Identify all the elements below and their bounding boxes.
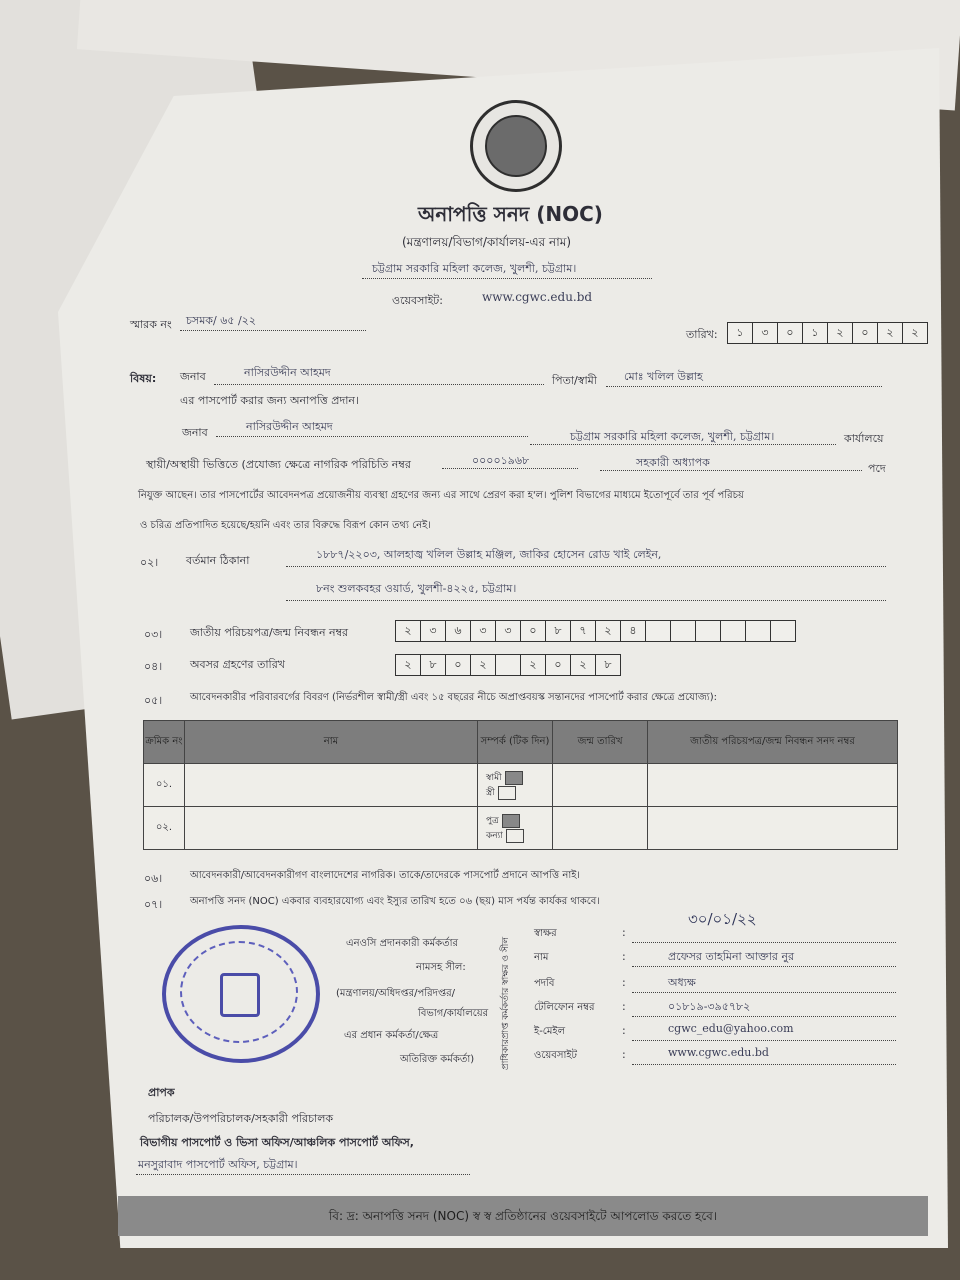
subject-name: নাসিরউদ্দীন আহমদ (244, 366, 331, 379)
sig-field-colon: : (622, 1024, 626, 1037)
website-label: ওয়েবসাইট: (392, 294, 443, 307)
col-nid: জাতীয় পরিচয়পত্র/জন্ম নিবন্ধন সনদ নম্বর (648, 721, 898, 764)
sig-field-value: প্রফেসর তাহমিনা আক্তার নুর (668, 950, 795, 963)
retire-digit-box: ২ (520, 654, 546, 676)
memo-label: স্মারক নং (130, 318, 172, 331)
relation-option: পুত্র (486, 816, 499, 826)
date-digit-box: ১ (727, 322, 753, 344)
row-nid (648, 807, 898, 850)
subject-honorific: জনাব (180, 370, 206, 383)
memo-value: চসমক/ ৬৫ /২২ (186, 314, 257, 327)
item07-text: অনাপত্তি সনদ (NOC) একবার ব্যবহারযোগ্য এবং ইস্যুর তারিখ হতে ০৬ (ছয়) মাস পর্যন্ত কার্যকর থাকবে। (190, 896, 600, 907)
body-line3: নিযুক্ত আছেন। তার পাসপোর্টের আবেদনপত্র প্রয়োজনীয় ব্যবস্থা গ্রহণের জন্য এর সাথে প্রেরণ করা হ'ল। পুলিশ বিভাগের মাধ্যমে ইতোপূর্বে তার পূর্ব পরিচয় (138, 490, 744, 501)
nid-digit-box: ২ (595, 620, 621, 642)
item06-no: ০৬। (144, 872, 163, 885)
row-dob (553, 764, 648, 807)
nid-boxes (396, 620, 796, 642)
retire-digit-box: ২ (395, 654, 421, 676)
relation-option: স্ত্রী (486, 788, 495, 798)
date-digit-box: ২ (902, 322, 928, 344)
sig-field-colon: : (622, 950, 626, 963)
sig-field-line (632, 966, 896, 967)
date-digit-box: ০ (852, 322, 878, 344)
subject-purpose: এর পাসপোর্ট করার জন্য অনাপত্তি প্রদান। (180, 394, 359, 407)
govt-emblem-icon (470, 100, 562, 192)
nid-digit-box: ০ (520, 620, 546, 642)
retire-digit-box: ০ (545, 654, 571, 676)
date-boxes (728, 322, 928, 344)
father-line (606, 386, 882, 387)
date-digit-box: ২ (827, 322, 853, 344)
retire-digit-box: ০ (445, 654, 471, 676)
relation-option: স্বামী (486, 773, 502, 783)
relation-checkbox[interactable] (502, 814, 520, 828)
nid-digit-box: ৩ (420, 620, 446, 642)
sig-field-line (632, 942, 896, 943)
sig-left-label: অতিরিক্ত কর্মকর্তা) (400, 1054, 475, 1065)
body-honorific: জনাব (182, 426, 208, 439)
sig-field-colon: : (622, 1000, 626, 1013)
col-dob: জন্ম তারিখ (553, 721, 648, 764)
retire-label: অবসর গ্রহণের তারিখ (190, 658, 285, 671)
date-digit-box: ১ (802, 322, 828, 344)
item03-no: ০৩। (144, 628, 163, 641)
body-office-suffix: কার্যালয়ে (844, 432, 884, 445)
col-serial: ক্রমিক নং (144, 721, 185, 764)
body-id-no: ০০০০১৯৬৮ (472, 454, 530, 467)
nid-digit-box (720, 620, 746, 642)
item05-no: ০৫। (144, 694, 163, 707)
row-relation (478, 764, 553, 807)
sig-field-colon: : (622, 976, 626, 989)
relation-checkbox[interactable] (506, 829, 524, 843)
row-name (185, 807, 478, 850)
sig-field-line (632, 1064, 896, 1065)
nid-digit-box: ৪ (620, 620, 646, 642)
sig-field-value: www.cgwc.edu.bd (668, 1046, 769, 1059)
family-label: আবেদনকারীর পরিবারবর্গের বিবরণ (নির্ভরশীল স্বামী/স্ত্রী এবং ১৫ বছরের নীচে অপ্রাপ্তবয়স্ক সন্তানদের পাসপোর্ট করার ক্ষেত্রে প্রযোজ্য): (190, 692, 717, 703)
father-name: মোঃ খলিল উল্লাহ (624, 370, 703, 383)
row-serial: ০২. (144, 807, 185, 850)
sig-field-line (632, 1040, 896, 1041)
doc-subtitle: (মন্ত্রণালয়/বিভাগ/কার্যালয়-এর নাম) (402, 235, 572, 249)
date-label: তারিখ: (686, 328, 718, 341)
retire-digit-box: ৮ (420, 654, 446, 676)
subject-label: বিষয়: (130, 372, 157, 385)
sig-field-label: টেলিফোন নম্বর (534, 1002, 595, 1013)
recipient-line2: বিভাগীয় পাসপোর্ট ও ভিসা অফিস/আঞ্চলিক পাসপোর্ট অফিস, (140, 1136, 414, 1149)
date-digit-box: ০ (777, 322, 803, 344)
sig-field-label: নাম (534, 952, 549, 963)
row-serial: ০১. (144, 764, 185, 807)
relation-option: কন্যা (486, 831, 503, 841)
sig-field-colon: : (622, 1048, 626, 1061)
body-designation: সহকারী অধ্যাপক (636, 456, 710, 469)
address-line1-rule (286, 566, 886, 567)
website-value: www.cgwc.edu.bd (482, 290, 593, 304)
nid-digit-box (745, 620, 771, 642)
item04-no: ০৪। (144, 660, 163, 673)
office-line (362, 278, 652, 279)
nid-digit-box: ৮ (545, 620, 571, 642)
col-relation: সম্পর্ক (টিক দিন) (478, 721, 553, 764)
sig-field-value: অধ্যক্ষ (668, 976, 696, 989)
recipient-label: প্রাপক (148, 1086, 175, 1099)
nid-digit-box: ৩ (495, 620, 521, 642)
recipient-line3: মনসুরাবাদ পাসপোর্ট অফিস, চট্টগ্রাম। (138, 1158, 298, 1171)
retire-digit-box: ২ (470, 654, 496, 676)
nid-digit-box (670, 620, 696, 642)
nid-label: জাতীয় পরিচয়পত্র/জন্ম নিবন্ধন নম্বর (190, 626, 349, 639)
sig-field-line (632, 1016, 896, 1017)
address-line1: ১৮৮৭/২২০৩, আলহাজ্ব খলিল উল্লাহ মঞ্জিল, জাকির হোসেন রোড খাই লেইন, (316, 548, 662, 561)
body-office-line (530, 444, 836, 445)
sig-field-line (632, 992, 896, 993)
address-line2: ৮নং শুলকবহর ওয়ার্ড, খুলশী-৪২২৫, চট্টগ্রাম। (316, 582, 517, 595)
sig-field-label: ওয়েবসাইট (534, 1050, 577, 1061)
subject-name-line (214, 384, 544, 385)
sig-left-label: এনওসি প্রদানকারী কর্মকর্তার (346, 938, 459, 949)
father-label: পিতা/স্বামী (552, 374, 597, 387)
address-line2-rule (286, 600, 886, 601)
sig-left-label: এর প্রধান কর্মকর্তা/ক্ষেত্র (344, 1030, 439, 1041)
nid-digit-box (695, 620, 721, 642)
body-designation-suffix: পদে (868, 462, 886, 475)
sig-field-label: পদবি (534, 978, 555, 989)
address-label: বর্তমান ঠিকানা (186, 554, 250, 567)
relation-checkbox[interactable] (498, 786, 516, 800)
body-id-line (442, 468, 578, 469)
office-name: চট্টগ্রাম সরকারি মহিলা কলেজ, খুলশী, চট্টগ্রাম। (372, 262, 577, 275)
date-digit-box: ৩ (752, 322, 778, 344)
retire-digit-box: ৮ (595, 654, 621, 676)
nid-digit-box: ২ (395, 620, 421, 642)
college-seal-icon (162, 925, 320, 1063)
family-table (143, 720, 898, 850)
col-name: নাম (185, 721, 478, 764)
body-name: নাসিরউদ্দীন আহমদ (246, 420, 333, 433)
sig-vertical-label: প্রাধিকারপ্রাপ্ত কর্মকর্তার স্বাক্ষর ও সীল (501, 936, 511, 1070)
nid-digit-box: ৩ (470, 620, 496, 642)
sig-field-value: ০১৮১৯-৩৯৫৭৮২ (668, 1000, 751, 1013)
body-designation-line (600, 470, 862, 471)
body-name-line (216, 436, 528, 437)
body-basis: স্থায়ী/অস্থায়ী ভিত্তিতে (প্রযোজ্য ক্ষেত্রে নাগরিক পরিচিতি নম্বর (146, 458, 411, 471)
sig-field-label: স্বাক্ষর (534, 928, 557, 939)
item06-text: আবেদনকারী/আবেদনকারীগণ বাংলাদেশের নাগরিক। তাকে/তাদেরকে পাসপোর্ট প্রদানে আপত্তি নাই। (190, 870, 581, 881)
nid-digit-box: ৬ (445, 620, 471, 642)
row-dob (553, 807, 648, 850)
relation-checkbox[interactable] (505, 771, 523, 785)
nid-digit-box (770, 620, 796, 642)
sig-left-label: নামসহ সীল: (416, 962, 466, 973)
row-name (185, 764, 478, 807)
memo-line (180, 330, 366, 331)
body-office: চট্টগ্রাম সরকারি মহিলা কলেজ, খুলশী, চট্টগ্রাম। (570, 430, 775, 443)
footer-note: বি: দ্র: অনাপত্তি সনদ (NOC) স্ব স্ব প্রতিষ্ঠানের ওয়েবসাইটে আপলোড করতে হবে। (118, 1196, 928, 1236)
nid-digit-box: ৭ (570, 620, 596, 642)
doc-title: অনাপত্তি সনদ (NOC) (418, 202, 603, 226)
item02-no: ০২। (140, 556, 159, 569)
row-relation (478, 807, 553, 850)
signature-handwritten: ৩০/০১/২২ (688, 910, 757, 928)
sig-field-value: cgwc_edu@yahoo.com (668, 1022, 794, 1035)
retire-digit-box: ২ (570, 654, 596, 676)
row-nid (648, 764, 898, 807)
date-digit-box: ২ (877, 322, 903, 344)
nid-digit-box (645, 620, 671, 642)
recipient-line3-rule (136, 1174, 470, 1175)
retire-digit-box (495, 654, 521, 676)
sig-left-label: বিভাগ/কার্যালয়ের (418, 1008, 489, 1019)
item07-no: ০৭। (144, 898, 163, 911)
sig-field-label: ই-মেইল (534, 1026, 566, 1037)
sig-left-label: (মন্ত্রণালয়/অধিদপ্তর/পরিদপ্তর/ (336, 988, 456, 999)
table-row (144, 764, 898, 807)
sig-field-colon: : (622, 926, 626, 939)
retire-boxes (396, 654, 621, 676)
recipient-line1: পরিচালক/উপপরিচালক/সহকারী পরিচালক (148, 1112, 334, 1125)
family-table-header (144, 721, 898, 764)
body-line4: ও চরিত্র প্রতিপাদিত হয়েছে/হয়নি এবং তার বিরুদ্ধে বিরূপ কোন তথ্য নেই। (140, 520, 431, 531)
table-row (144, 807, 898, 850)
